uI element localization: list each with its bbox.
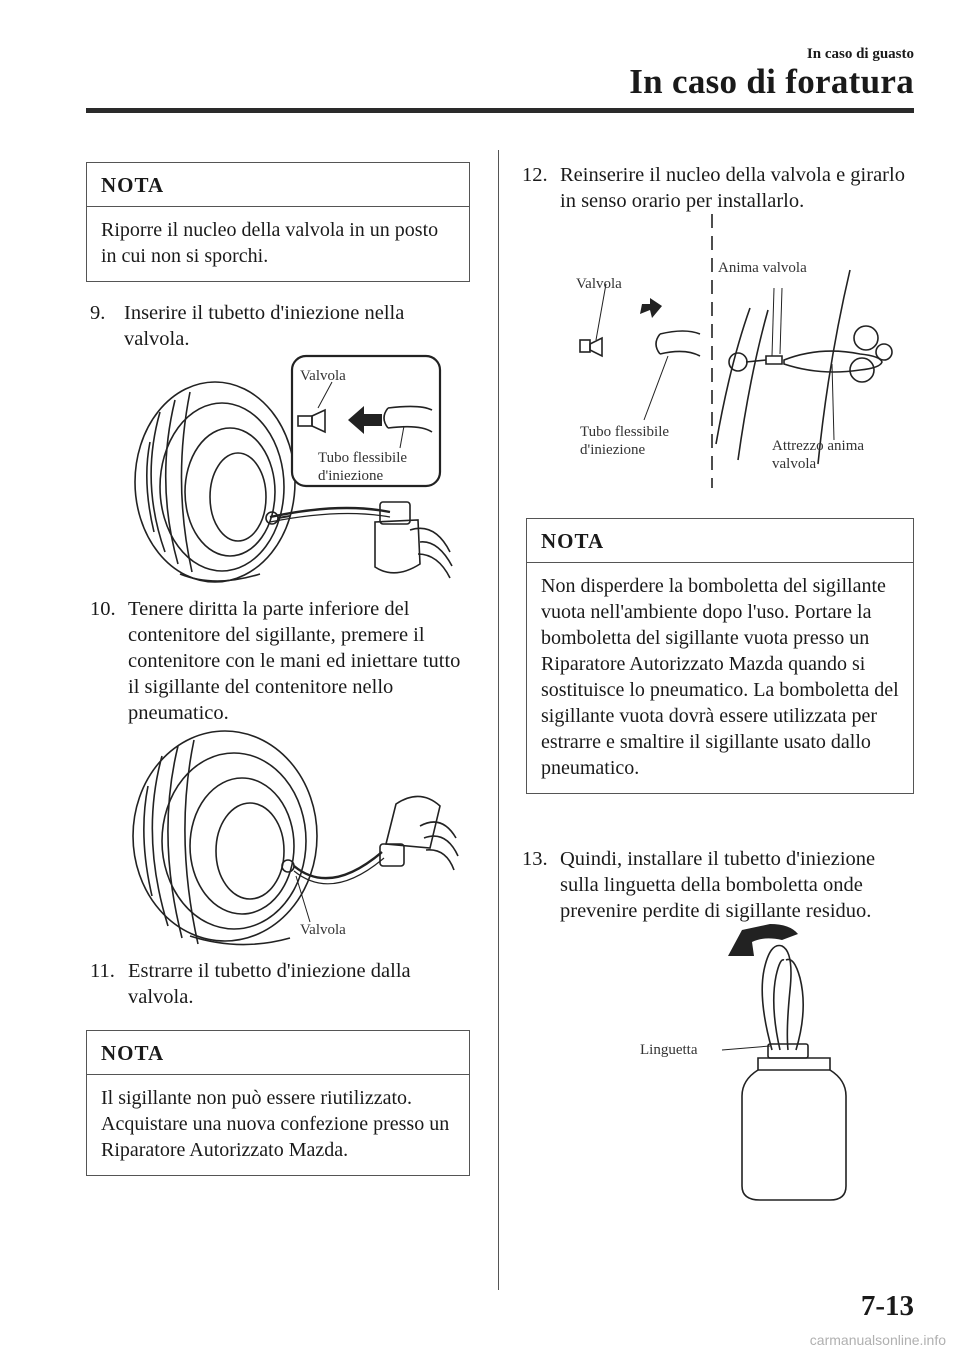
- figure-label-valve: Valvola: [300, 922, 346, 938]
- section-label: In caso di guasto: [806, 46, 914, 62]
- step-text: Quindi, installare il tubetto d'iniezione sulla linguetta della bomboletta onde prevenire perdite di sigillante residuo.: [560, 848, 876, 922]
- tire-sealant-illustration: [120, 726, 460, 950]
- step-number: 11.: [90, 960, 115, 982]
- step-10: [90, 596, 474, 726]
- header-rule: [86, 108, 914, 113]
- figure-label-tool-2: valvola: [772, 456, 817, 472]
- figure-bottle-tab: [630, 920, 870, 1210]
- figure-inject-tube: [120, 352, 460, 592]
- note-body: Riporre il nucleo della valvola in un posto in cui non si sporchi.: [101, 219, 439, 267]
- tire-inject-illustration: [120, 352, 460, 592]
- step-13: [522, 846, 918, 924]
- step-9: [90, 300, 470, 352]
- figure-label-valve-core: Anima valvola: [718, 260, 807, 276]
- note-body: Il sigillante non può essere riutilizzato. Acquistare una nuova confezione presso un Riparatore Autorizzato Mazda.: [101, 1087, 450, 1161]
- step-11: [90, 958, 470, 1010]
- step-text: Estrarre il tubetto d'iniezione dalla valvola.: [128, 960, 411, 1008]
- step-number: 9.: [90, 302, 106, 324]
- step-12: [522, 162, 914, 214]
- column-divider: [498, 150, 499, 1290]
- figure-label-tab: Linguetta: [640, 1042, 698, 1058]
- watermark: carmanualsonline.info: [809, 1332, 946, 1348]
- figure-label-tube: Tubo flessibile: [318, 450, 408, 466]
- step-number: 10.: [90, 598, 116, 620]
- note-title: NOTA: [527, 519, 913, 563]
- note-box-1: [86, 162, 470, 282]
- figure-inject-sealant: [120, 726, 460, 950]
- figure-label-tube-2: d'iniezione: [318, 468, 384, 484]
- bottle-illustration: [630, 920, 870, 1210]
- step-number: 13.: [522, 848, 548, 870]
- page-number: 7-13: [860, 1290, 914, 1322]
- figure-label-tool: Attrezzo anima: [772, 438, 865, 454]
- step-text: Reinserire il nucleo della valvola e girarlo in senso orario per installarlo.: [560, 164, 905, 212]
- page-title: In caso di foratura: [629, 62, 914, 101]
- note-box-3: [526, 518, 914, 794]
- step-number: 12.: [522, 164, 548, 186]
- note-body: Non disperdere la bomboletta del sigillante vuota nell'ambiente dopo l'uso. Portare la bomboletta del sigillante vuota presso un Riparatore Autorizzato Mazda quando si sostituisce lo pneumatico. La bomboletta del sigillante vuota dovrà essere utilizzata per estrarre e smaltire il sigillante usato dallo pneumatico.: [541, 575, 899, 779]
- note-title: NOTA: [87, 1031, 469, 1075]
- figure-valve-core: [560, 214, 920, 488]
- note-title: NOTA: [87, 163, 469, 207]
- step-text: Inserire il tubetto d'iniezione nella valvola.: [124, 302, 405, 350]
- figure-label-tube-2: d'iniezione: [580, 442, 646, 458]
- figure-label-valve: Valvola: [300, 368, 346, 384]
- step-text: Tenere diritta la parte inferiore del contenitore del sigillante, premere il contenitore con le mani ed iniettare tutto il sigillante del contenitore nello pneumatico.: [128, 598, 461, 724]
- figure-label-valve: Valvola: [576, 276, 622, 292]
- note-box-2: [86, 1030, 470, 1176]
- figure-label-tube: Tubo flessibile: [580, 424, 670, 440]
